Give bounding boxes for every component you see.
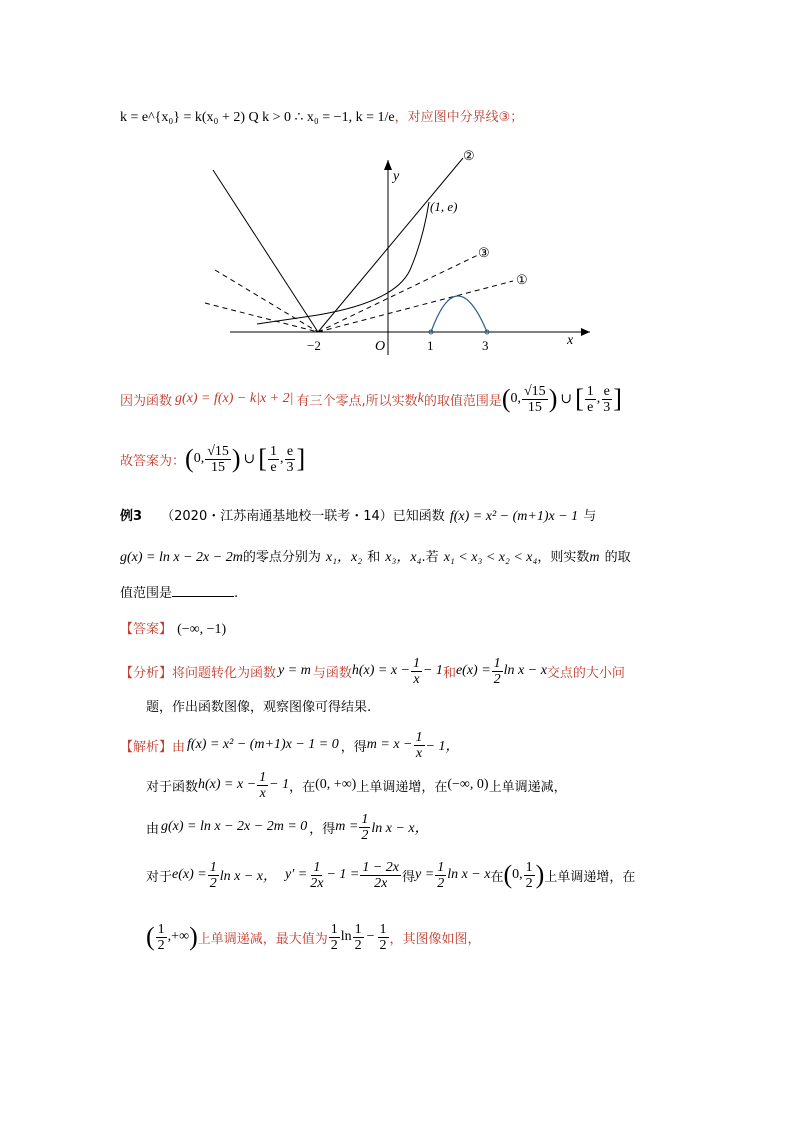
solution-s3a: 由 xyxy=(146,821,160,837)
solution-s5-d2: 2 xyxy=(354,937,362,953)
range-a-den: 15 xyxy=(527,399,542,415)
solution-s5-n3: 1 xyxy=(379,921,387,937)
example3-source: （2020・江苏南通基地校一联考・14）已知函数 xyxy=(161,509,445,524)
example3-f-def: f(x) = x² − (m+1)x − 1 xyxy=(449,509,579,524)
answer-summary-label: 故答案为： xyxy=(120,453,186,469)
ans-range-b-den1: e xyxy=(270,459,277,475)
solution-s2-int2: (−∞, 0) xyxy=(447,777,489,792)
exp-curve xyxy=(257,202,429,324)
conclusion-text-after: 的取值范围是 xyxy=(423,393,502,409)
solution-s2-num: 1 xyxy=(259,769,267,785)
solution-s5-ln: ln xyxy=(340,929,352,944)
answer-label: 【答案】 xyxy=(120,622,173,637)
solution-s4-num: 1 − 2x xyxy=(362,859,400,875)
conclusion-text-before: 因为函数 xyxy=(120,393,173,409)
analysis-h-def xyxy=(352,656,443,687)
solution-s2-h xyxy=(198,770,289,801)
top-line-suffix: ，对应图中分界线③； xyxy=(394,110,524,125)
top-line-math: k = e^{x₀} = k(x₀ + 2) Q k > 0 ∴ x₀ = −1, k = 1/e xyxy=(120,110,395,125)
analysis-label: 【分析】 xyxy=(120,665,173,681)
solution-s2a: 对于函数 xyxy=(146,779,199,795)
ans-range-union: ∪ xyxy=(243,451,256,467)
line-label-2: ② xyxy=(463,148,475,163)
solution-s3b: ，得 xyxy=(309,821,336,837)
solution-s1-den: x xyxy=(415,745,423,761)
range-b-den1: e xyxy=(587,399,594,415)
analysis-e-num: 1 xyxy=(493,655,501,671)
solution-s2-int1: (0, +∞) xyxy=(315,777,357,792)
solution-s4-e-num: 1 xyxy=(209,859,217,875)
example3-condition: x₁ < x₃ < x₂ < x₄ xyxy=(443,550,538,565)
range-b-num1: 1 xyxy=(586,383,594,399)
solution-s2c: 上单调递增，在 xyxy=(356,779,448,795)
solution-s3-num: 1 xyxy=(361,811,369,827)
solution-line4 xyxy=(146,852,635,898)
ans-range-a-den: 15 xyxy=(211,459,226,475)
solution-s4-yp: y′ = xyxy=(284,867,308,882)
analysis-e-den: 2 xyxy=(493,671,501,687)
solution-s5-int-num: 1 xyxy=(157,921,165,937)
solution-s2-h-end: − 1 xyxy=(269,777,290,792)
conclusion-text-mid: 有三个零点,所以实数 xyxy=(296,393,418,409)
solution-line2 xyxy=(146,766,567,804)
solution-s3-m xyxy=(335,812,428,843)
line-label-1: ① xyxy=(516,272,528,287)
analysis-h-def-b: − 1 xyxy=(422,663,443,678)
solution-s4-int-num: 1 xyxy=(525,859,533,875)
solution-s1-m-a: m = x − xyxy=(366,737,413,752)
solution-s4-e-end: ln x − x， xyxy=(219,869,277,884)
conclusion-g-def: g(x) = f(x) − k|x + 2| xyxy=(175,391,294,406)
solution-s5a: 上单调递减，最大值为 xyxy=(197,931,328,947)
conclusion-var-k: k xyxy=(417,391,424,406)
range-b-num2: e xyxy=(603,383,610,399)
solution-s4-interval: ( 0, $\frac{1}{2}$ ) xyxy=(503,859,545,891)
analysis-e-def xyxy=(456,656,547,687)
ans-range-b-num2: e xyxy=(286,443,294,459)
solution-s4-y-num: 1 xyxy=(437,859,445,875)
solution-s2-den: x xyxy=(259,785,266,801)
solution-label: 【解析】 xyxy=(120,739,173,755)
example3-line1 xyxy=(120,505,596,525)
analysis-t4: 交点的大小问 xyxy=(546,665,625,681)
analysis-line2 xyxy=(146,696,371,715)
solution-s4-yp-den: 2x xyxy=(310,875,324,891)
solution-s5-d3: 2 xyxy=(379,937,387,953)
analysis-t3: 和 xyxy=(442,665,456,681)
solution-s1b: ，得 xyxy=(340,739,367,755)
solution-s1a: 由 xyxy=(172,739,186,755)
solution-s3-den: 2 xyxy=(361,827,369,843)
example3-label: 例3 xyxy=(120,509,143,524)
analysis-h-den: x xyxy=(413,671,420,687)
solution-s5-n2: 1 xyxy=(354,921,362,937)
example3-var-m: m xyxy=(589,550,600,565)
parabola-arch xyxy=(431,296,487,332)
analysis-e-def-b: ln x − x xyxy=(503,663,547,678)
solution-s3-m-a: m = xyxy=(335,819,359,834)
example3-and2: 和 xyxy=(367,550,381,565)
example3-roots34: x₃，x₄ xyxy=(385,550,422,565)
answer-summary-line xyxy=(120,436,305,482)
solution-s4-den: 2x xyxy=(374,875,388,891)
solution-s4-y-den: 2 xyxy=(437,875,445,891)
y-axis-arrow xyxy=(384,160,392,170)
example3-line3-end: . xyxy=(234,586,239,601)
solution-s3-eq: g(x) = ln x − 2x − 2m = 0 xyxy=(161,819,308,834)
solution-s4b: 得 xyxy=(402,869,416,885)
analysis-t1: 将问题转化为函数 xyxy=(172,665,277,681)
solution-s1-m xyxy=(367,730,460,761)
example3-roots12: x₁，x₂ xyxy=(325,550,363,565)
top-line xyxy=(120,106,523,126)
answer-summary-range: ( 0, $\frac{√15}{15}$ ) ∪ [ $\frac{1}{e}$ , $\frac{e}{3}$ ] xyxy=(185,443,306,475)
range-union: ∪ xyxy=(560,391,573,407)
boundary-line-3 xyxy=(318,255,478,332)
example3-line2-mid: 的零点分别为 xyxy=(242,550,321,565)
solution-s4-yp-num: 1 xyxy=(313,859,321,875)
analysis-y-eq-m: y = m xyxy=(278,663,311,678)
line-label-3: ③ xyxy=(478,245,490,260)
solution-s4a: 对于 xyxy=(146,869,173,885)
solution-s5-max xyxy=(328,922,390,953)
solution-line1 xyxy=(120,726,459,764)
solution-s4-e-den: 2 xyxy=(209,875,217,891)
solution-s5-minus: − xyxy=(366,929,375,944)
example3-g-def: g(x) = ln x − 2x − 2m xyxy=(120,550,243,565)
function-graph-figure xyxy=(195,140,615,365)
analysis-line1 xyxy=(120,652,625,690)
solution-s4-int-den: 2 xyxy=(525,875,533,891)
solution-s5-d1: 2 xyxy=(330,937,338,953)
answer-blank[interactable] xyxy=(172,584,234,597)
range-a-left: 0, xyxy=(510,391,521,406)
solution-s2-h-a: h(x) = x − xyxy=(198,777,257,792)
example3-line3-text: 值范围是 xyxy=(120,586,173,601)
origin-label: O xyxy=(375,339,386,354)
tick-label-3: 3 xyxy=(482,338,489,353)
solution-s4c: 在 xyxy=(490,869,504,885)
ans-range-a-num: √15 xyxy=(207,443,229,459)
solution-s1-num: 1 xyxy=(415,729,423,745)
solution-s4-yprime xyxy=(285,860,402,891)
solution-s4-mid: − 1 = xyxy=(326,867,360,882)
left-solid-line xyxy=(213,170,318,332)
solution-s5-int-den: 2 xyxy=(157,937,165,953)
solution-line3 xyxy=(146,808,429,846)
example3-and: 与 xyxy=(583,509,597,524)
tick-label-neg2: −2 xyxy=(307,338,321,353)
analysis-line2-text: 题，作出函数图像，观察图像可得结果. xyxy=(146,700,372,715)
point-label-1-e: (1, e) xyxy=(430,199,458,214)
solution-s4-e xyxy=(172,860,277,891)
solution-s2d: 上单调递减， xyxy=(488,779,567,795)
solution-s4-y-a: y = xyxy=(415,867,435,882)
example3-ask: ，则实数 xyxy=(537,550,590,565)
solution-s5-n1: 1 xyxy=(330,921,338,937)
solution-s1-end: − 1， xyxy=(425,739,460,754)
solution-s3-m-end: ln x − x， xyxy=(371,821,429,836)
analysis-e-def-a: e(x) = xyxy=(455,663,491,678)
example3-ask2: 的取 xyxy=(604,550,631,565)
analysis-h-def-a: h(x) = x − xyxy=(351,663,410,678)
solution-line5 xyxy=(146,914,481,960)
solution-s4d: 上单调递增，在 xyxy=(544,869,636,885)
answer-line xyxy=(120,618,226,638)
example3-line3 xyxy=(120,582,238,601)
solution-s2b: ，在 xyxy=(289,779,316,795)
example3-cond-prefix: .若 xyxy=(421,550,439,565)
analysis-t2: 与函数 xyxy=(312,665,352,681)
conclusion-range: ( 0, $\frac{√15}{15}$ ) ∪ [ $\frac{1}{e}$ , $\frac{e}{3}$ ] xyxy=(501,383,622,415)
boundary-line-2 xyxy=(318,158,463,332)
conclusion-line xyxy=(120,376,622,422)
analysis-h-num: 1 xyxy=(412,655,420,671)
ans-range-a-left: 0, xyxy=(193,451,205,466)
tick-label-1: 1 xyxy=(427,338,434,353)
solution-s4-y xyxy=(415,860,490,891)
solution-s5b: ，其图像如图， xyxy=(389,931,481,947)
solution-s4-e-a: e(x) = xyxy=(172,867,207,882)
x-axis-arrow xyxy=(581,328,590,336)
range-a-num: √15 xyxy=(524,383,546,399)
ans-range-b-den2: 3 xyxy=(286,459,294,475)
answer-value: (−∞, −1) xyxy=(177,622,227,637)
y-axis-label: y xyxy=(393,169,400,184)
solution-s4-y-end: ln x − x xyxy=(447,867,491,882)
x-axis-label: x xyxy=(567,333,574,348)
solution-s1-eq: f(x) = x² − (m+1)x − 1 = 0 xyxy=(187,737,339,752)
example3-line2 xyxy=(120,546,631,566)
range-b-den2: 3 xyxy=(603,399,611,415)
ans-range-b-num1: 1 xyxy=(269,443,277,459)
solution-s5-interval: ( $\frac{1}{2}$ ,+∞ ) xyxy=(146,921,198,953)
